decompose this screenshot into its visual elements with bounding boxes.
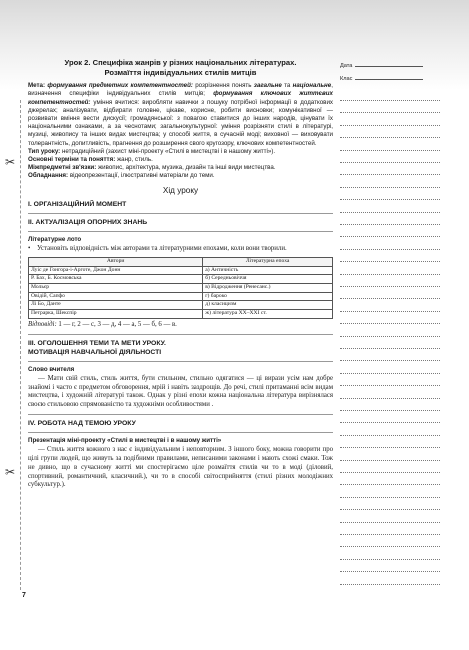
section-heading: МОТИВАЦІЯ НАВЧАЛЬНОЇ ДІЯЛЬНОСТІ (28, 348, 162, 356)
date-field[interactable] (340, 62, 423, 69)
table-header: Літературна епоха (203, 257, 333, 266)
cut-line (20, 100, 21, 590)
section-heading: І. ОРГАНІЗАЦІЙНИЙ МОМЕНТ (28, 200, 127, 208)
matching-table (28, 257, 333, 319)
class-label: Клас (340, 76, 353, 82)
table-row: Р. Бах, Б. Космовська б) Середньовіччя (29, 275, 333, 284)
task-bullet: • Установіть відповідність між авторами та літературними епохами, коли вони творили. (28, 245, 287, 253)
note-line (340, 125, 440, 126)
lesson-links: Міжпредметні зв'язки: живопис, архітектура, музика, дизайн та інші види мистецтва. (28, 164, 276, 172)
note-line (340, 199, 440, 200)
note-line (340, 162, 440, 163)
note-line (340, 522, 440, 523)
teacher-speech: — Мати свій стиль, стиль життя, бути стильним, стильно одягатися — ці вирази усім нам добре знайомі і часто є предметом обговорення, мрій і навіть заздрощів. До речі, стилі притаманні всім видам мистецтва, і художній літературі також. Однак у різні епохи кожна національна література вирізнялася своєю стильовою спрямованістю та художніми особливостями . (28, 374, 333, 409)
lesson-goal: Мета: формування предметних компетентностей: розрізнення понять загальне та національне, визначення специфіки індивідуальних стилів митців; формування ключових життєвих компетентностей: уміння вчитися: виробляти навички з пошуку потрібної інформації в додаткових джерелах; аналізувати, відбирати головне, цікаве, корисне, робити висновки; комунікативної — розвивати вміння вести дискусії; громадянської: з повагою ставитися до інших народів, цінувати їх національними ознаками, а за чеснотами; загальнокультурної: уміння розрізняти стилі в літературі, музиці, живопису та інших видах мистецтва; у способі життя, в сучасній моді; виховної — виховувати толерантність, допитливість, прагнення до розширення свого кругозору, ключових компетентностей. (28, 82, 333, 147)
note-line (340, 100, 440, 101)
note-line (340, 373, 440, 374)
subheading: Літературне лото (28, 235, 82, 243)
note-line (340, 571, 440, 572)
note-line (340, 298, 440, 299)
note-line (340, 212, 440, 213)
subheading: Презентація міні-проекту «Стилі в мистецтві і в нашому житті» (28, 436, 222, 444)
note-line (340, 398, 440, 399)
note-line (340, 546, 440, 547)
date-label: Дата (340, 63, 353, 69)
note-line (340, 336, 440, 337)
note-line (340, 422, 440, 423)
note-line (340, 360, 440, 361)
note-line (340, 150, 440, 151)
note-line (340, 261, 440, 262)
table-row: Петрарка, Шекспір ж) література XX–XXI ст. (29, 310, 333, 319)
subheading: Слово вчителя (28, 365, 75, 373)
divider (28, 334, 333, 335)
answers: Відповіді: 1 — г, 2 — с, 3 — д, 4 — а, 5 — б, 6 — в. (28, 320, 177, 328)
section-heading: IV. РОБОТА НАД ТЕМОЮ УРОКУ (28, 419, 136, 427)
divider (28, 213, 333, 214)
note-line (340, 484, 440, 485)
note-line (340, 385, 440, 386)
note-line (340, 559, 440, 560)
class-line (355, 75, 423, 80)
note-line (340, 311, 440, 312)
bullet-icon: • (28, 245, 31, 253)
note-line (340, 187, 440, 188)
table-row: Овідій, Сапфо г) бароко (29, 292, 333, 301)
page-number: 7 (22, 592, 26, 599)
table-row: Луіс де Гонгора-і-Арготе, Джон Донн а) Античність (29, 266, 333, 275)
divider (28, 414, 333, 415)
divider (28, 361, 333, 362)
note-line (340, 534, 440, 535)
note-line (340, 137, 440, 138)
note-line (340, 236, 440, 237)
section-heading: ІІІ. ОГОЛОШЕННЯ ТЕМИ ТА МЕТИ УРОКУ. (28, 339, 166, 347)
note-line (340, 348, 440, 349)
section-heading: ІІ. АКТУАЛІЗАЦІЯ ОПОРНИХ ЗНАНЬ (28, 218, 148, 226)
note-line (340, 410, 440, 411)
note-line (340, 249, 440, 250)
note-line (340, 112, 440, 113)
table-row: Мольєр в) Відродження (Ренесанс.) (29, 283, 333, 292)
note-line (340, 497, 440, 498)
lesson-type: Тип уроку: нетрадиційний (захист міні-проекту «Стилі в мистецтві і в нашому житті»). (28, 147, 276, 155)
table-row: Лі Бо, Данте д) класицизм (29, 301, 333, 310)
note-line (340, 472, 440, 473)
scissors-icon: ✂ (5, 155, 16, 169)
lesson-title: Урок 2. Специфіка жанрів у різних національних літературах. Розмаїття індивідуальних стилів митців (64, 58, 297, 77)
lesson-equipment: Обладнання: відеопрезентації, ілюстративні матеріали до теми. (28, 172, 215, 180)
class-field[interactable] (340, 75, 423, 82)
note-line (340, 509, 440, 510)
note-line (340, 174, 440, 175)
divider (28, 231, 333, 232)
lesson-content (28, 58, 333, 490)
note-line (340, 224, 440, 225)
note-line (340, 460, 440, 461)
project-text: — Стиль життя кожного з нас є індивідуальним і неповторним. З іншого боку, можна говорити про цілі групи людей, що живуть за подібними правилами, неписаними законами і мають схожі смаки. Тож не дивно, що в сучасному житті ми спостерігаємо ціле розмаїття стилів чи то в моді (діловий, спортивний, романтичний, класичний.), чи то в способі світосприйняття (стилі різних молодіжних субкультур.). (28, 446, 333, 489)
note-line (340, 584, 440, 585)
divider (28, 432, 333, 433)
table-header: Автори (29, 257, 203, 266)
date-line (355, 62, 423, 67)
lesson-flow-heading: Хід уроку (162, 185, 199, 195)
note-line (340, 323, 440, 324)
note-line (340, 274, 440, 275)
note-line (340, 286, 440, 287)
lesson-terms: Основні терміни та поняття: жанр, стиль. (28, 156, 153, 164)
note-line (340, 435, 440, 436)
note-line (340, 447, 440, 448)
scissors-icon: ✂ (5, 465, 16, 479)
